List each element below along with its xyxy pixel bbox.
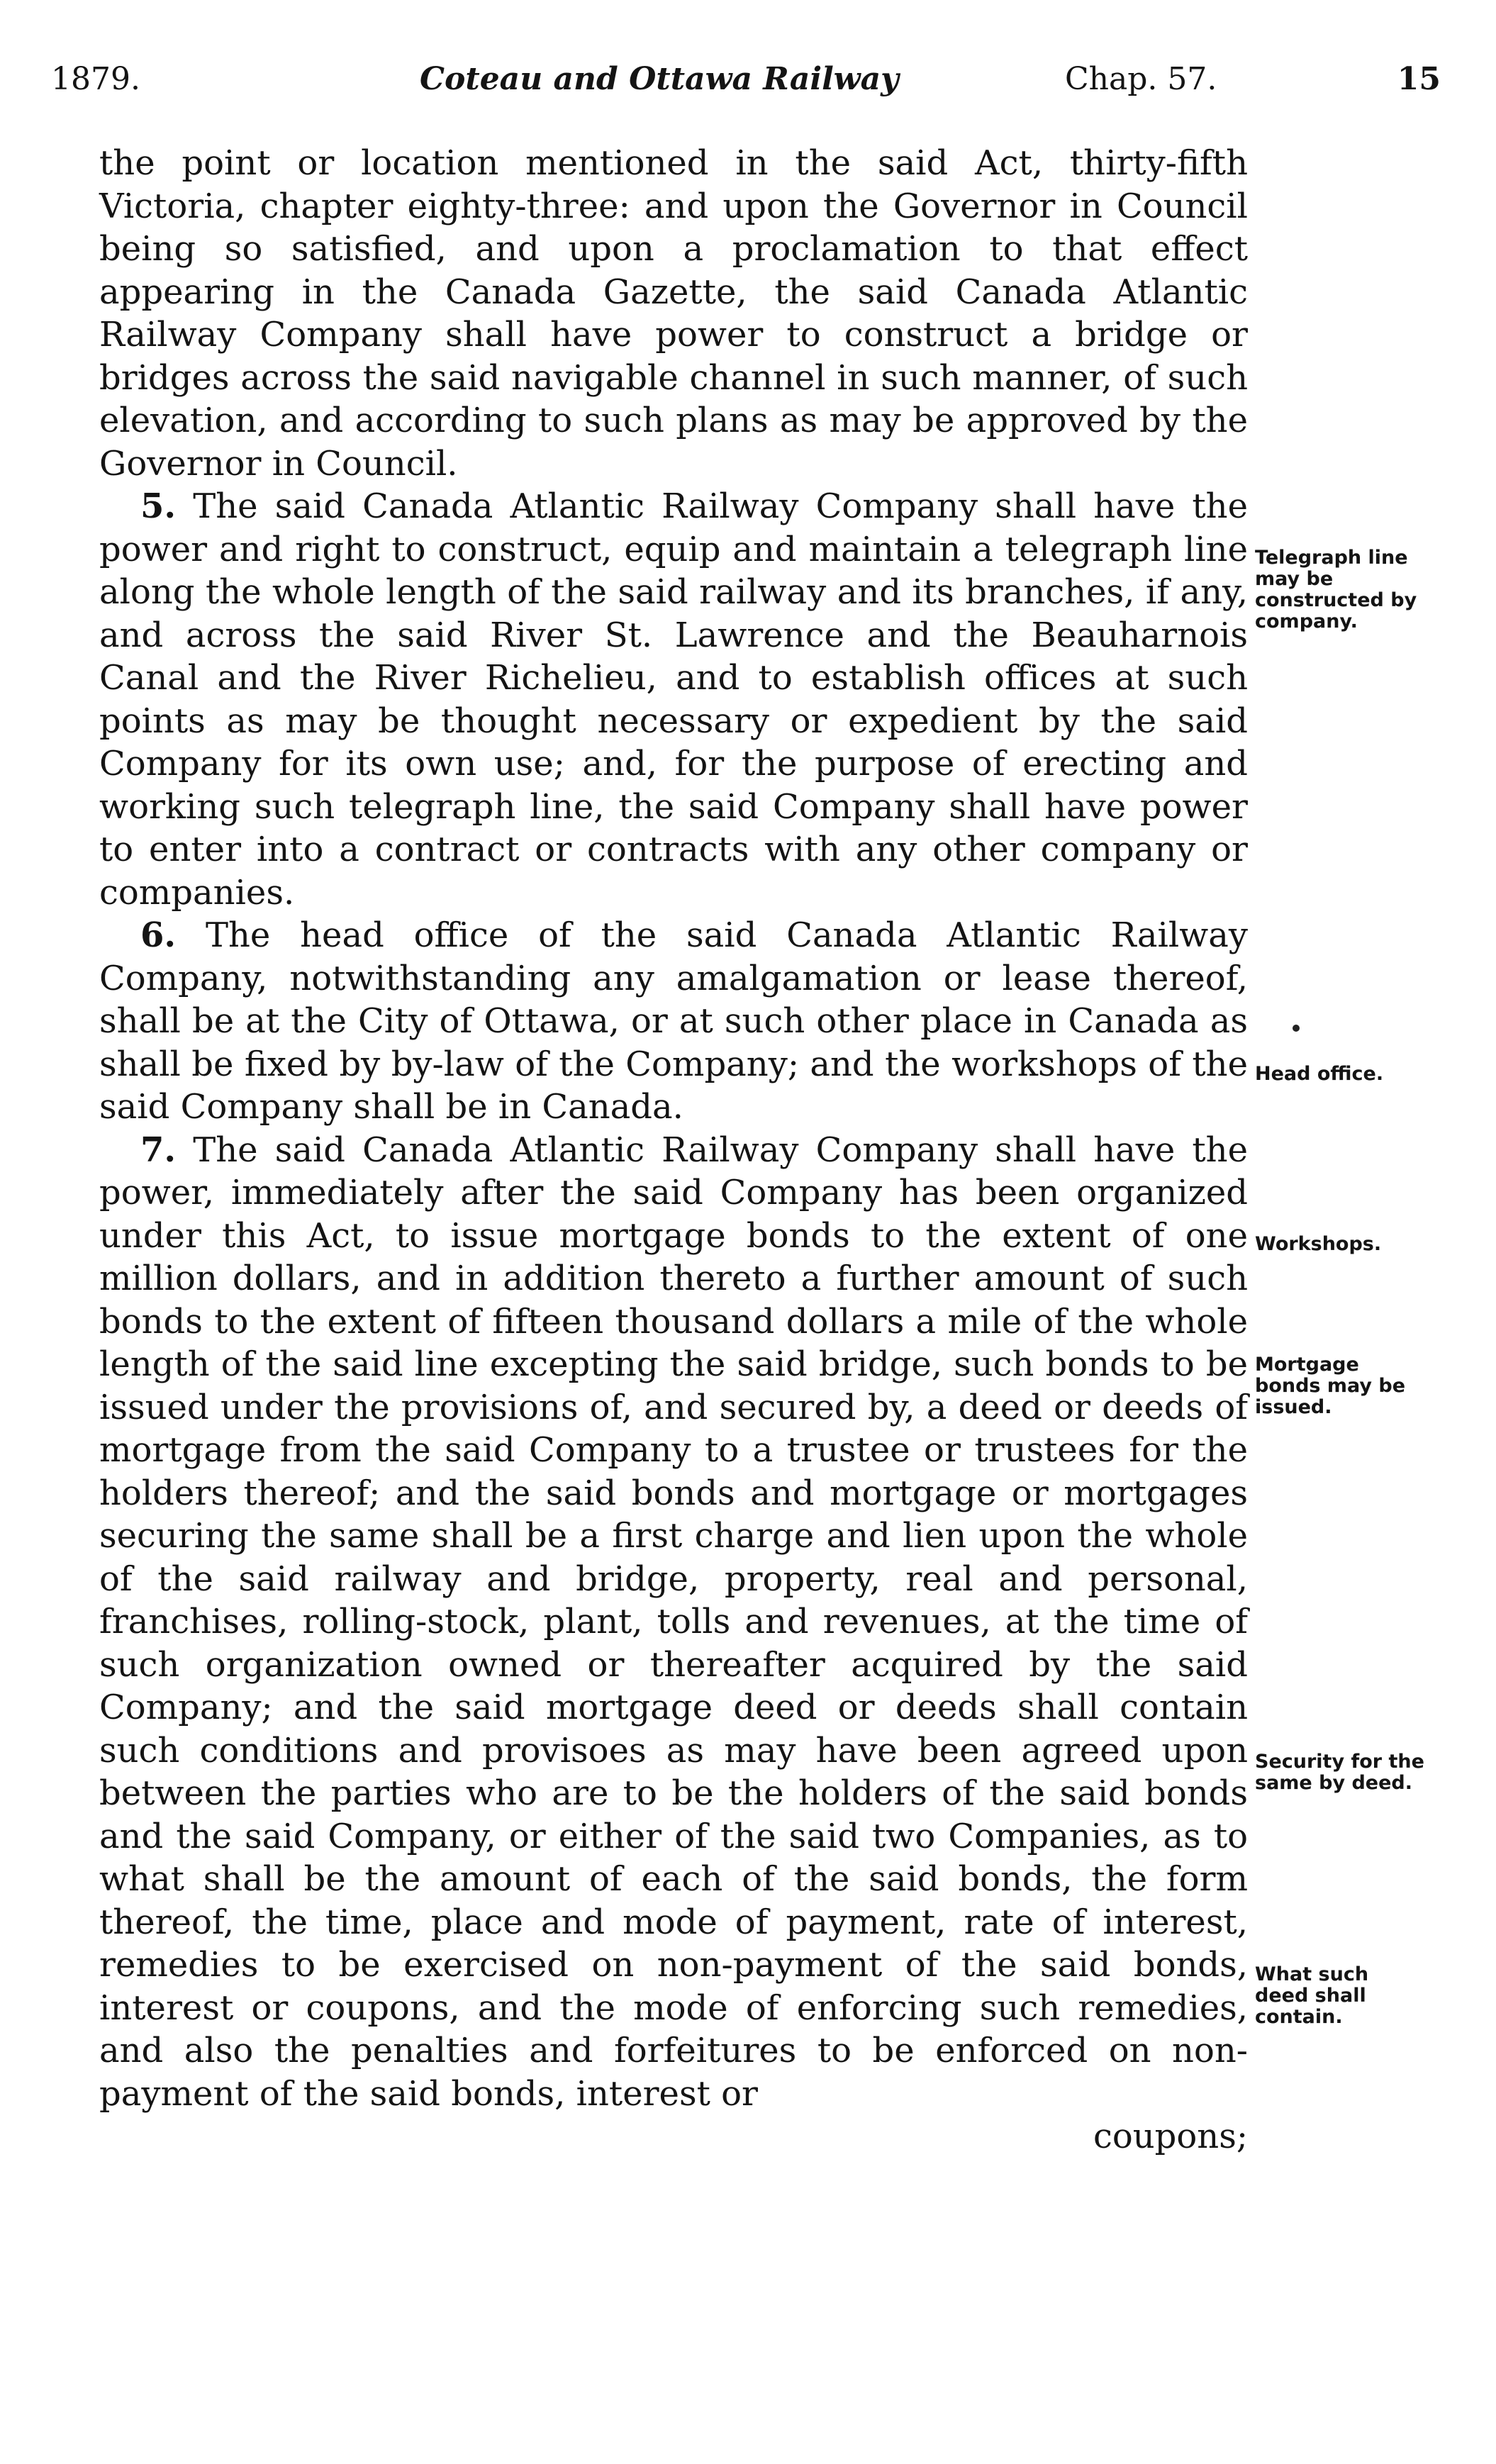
section-number: 7. [140,1130,177,1170]
section-6 [99,914,1248,1129]
section-5 [99,485,1248,914]
section-7-final-line: coupons; [1093,2117,1248,2156]
section-7 [99,1129,1248,2116]
section-text: The said Canada Atlantic Railway Company shall have the power, immediately after the said Company has been organized under this Act, to issue mortgage bonds to the extent of one million dollars, and in addition thereto a further amount of such bonds to the extent of fifteen thousand dollars a mile of the whole length of the said line excepting the said bridge, such bonds to be issued under the provisions of, and secured by, a deed or deeds of mortgage from the said Company to a trustee or trustees for the holders thereof; and the said bonds and mortgage or mortgages securing the same shall be a first charge and lien upon the whole of the said railway and bridge, property, real and personal, franchises, rolling-stock, plant, tolls and revenues, at the time of such organization owned or thereafter acquired by the said Company; and the said mortgage deed or deeds shall contain such conditions and provisoes as may have been agreed upon between the parties who are to be the holders of the said bonds and the said Company, or either of the said two Companies, as to what shall be the amount of each of the said bonds, the form thereof, the time, place and mode of payment, rate of interest, remedies to be exercised on non-payment of the said bonds, interest or coupons, and the mode of enforcing such remedies, and also the penalties and forfeitures to be enforced on non-payment of the said bonds, interest or [99,1130,1248,2114]
ink-dot-mark [1293,1025,1300,1032]
marginal-note-security: Security for the same by deed. [1255,1751,1424,1794]
section-number: 6. [140,915,177,955]
section-text: The head office of the said Canada Atlantic Railway Company, notwithstanding any amalgamation or lease thereof, shall be at the City of Ottawa, or at such other place in Canada as shall be fixed by by-law of the Company; and the workshops of the said Company shall be in Canada. [99,915,1248,1127]
section-number: 5. [140,486,177,526]
header-year: 1879. [51,61,140,97]
marginal-note-head-office: Head office. [1255,1063,1384,1085]
header-title: Coteau and Ottawa Railway [420,61,899,97]
body-text [99,142,1248,2158]
page-number: 15 [1397,61,1441,97]
running-head [51,61,1441,104]
section-text: The said Canada Atlantic Railway Company shall have the power and right to construct, equip and maintain a telegraph line along the whole length of the said railway and its branches, if any, and across the said River St. Lawrence and the Beauharnois Canal and the River Richelieu, and to establish offices at such points as may be thought necessary or expedient by the said Company for its own use; and, for the purpose of erecting and working such telegraph line, the said Company shall have power to enter into a contract or contracts with any other company or companies. [99,486,1248,913]
marginal-note-mortgage: Mortgage bonds may be issued. [1255,1354,1406,1418]
header-chapter: Chap. 57. [1065,61,1217,97]
marginal-note-workshops: Workshops. [1255,1233,1382,1255]
continued-paragraph: the point or location mentioned in the said Act, thirty-fifth Victoria, chapter eighty-three: and upon the Governor in Council being so satisfied, and upon a proclamation to that effect appearing in the Canada Gazette, the said Canada Atlantic Railway Company shall have power to construct a bridge or bridges across the said navigable channel in such manner, of such elevation, and according to such plans as may be approved by the Governor in Council. [99,143,1248,484]
marginal-note-deed-contents: What such deed shall contain. [1255,1963,1369,2028]
marginal-note-telegraph: Telegraph line may be constructed by company. [1255,547,1417,632]
